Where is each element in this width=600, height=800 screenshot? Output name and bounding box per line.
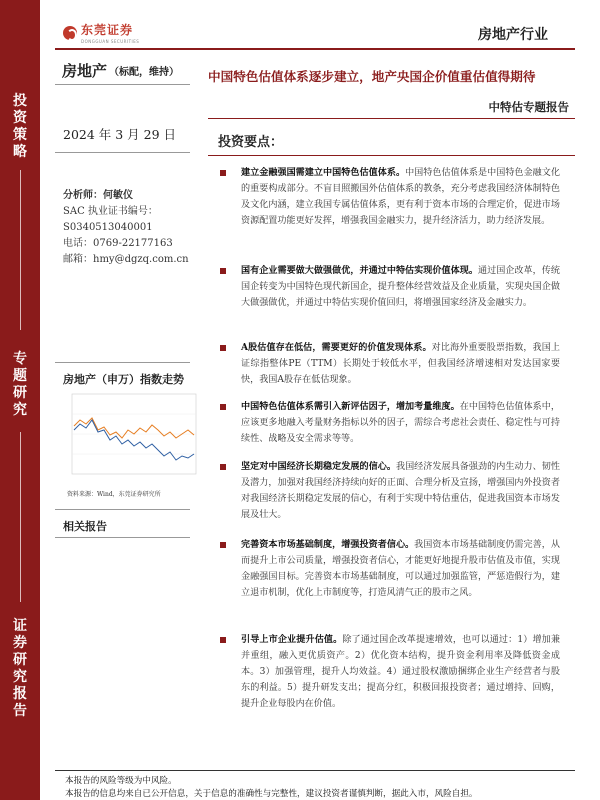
chart-source: 资料来源：Wind，东莞证券研究所 <box>67 491 161 498</box>
point-head: 坚定对中国经济长期稳定发展的信心。 <box>241 461 396 472</box>
logo-text: 东莞证券 <box>81 23 134 37</box>
point-item <box>220 263 560 311</box>
point-item <box>220 537 560 601</box>
sidebar-label-report: 证 券 研 究 报 告 <box>13 618 27 719</box>
industry-label: 房地产行业 <box>478 27 548 43</box>
bullet-icon <box>220 637 226 643</box>
analyst-email: 邮箱：hmy@dgzq.com.cn <box>63 254 189 265</box>
related-rule <box>55 537 190 538</box>
related-reports-title: 相关报告 <box>63 520 107 533</box>
risk-notice: 本报告的风险等级为中风险。 <box>65 776 177 786</box>
analyst-phone: 电话：0769-22177163 <box>63 238 173 249</box>
chart-bottom-rule <box>55 509 190 510</box>
point-item <box>220 340 560 388</box>
bullet-icon <box>220 268 226 274</box>
sidebar-divider <box>20 432 21 602</box>
point-head: 建立金融强国需建立中国特色估值体系。 <box>241 167 406 178</box>
index-chart <box>60 390 200 484</box>
point-text: 在中国特色估值体系中，应该更多地融入考量财务指标以外的因子，需综合考虑社会责任、稳定性与可持续性、战略及安全需求等等。 <box>241 402 560 444</box>
bullet-icon <box>220 170 226 176</box>
analyst-name: 分析师：何敏仪 <box>63 190 133 201</box>
point-text: 除了通过国企改革提速增效，也可以通过：1）增加兼并重组，融入更优质资产。2）优化资本结构，提升资金利用率及降低资金成本。3）加强管理，提升人均效益。4）通过股权激励捆绑企业生产经营者与股东的利益。5）提升研发支出；提高分红，积极回报投资者；通过增持、回购，提升企业每股内在价值。 <box>241 635 560 709</box>
sector-rule <box>55 84 190 85</box>
report-date: 2024 年 3 月 29 日 <box>63 127 177 142</box>
analyst-cert-label: SAC 执业证书编号： <box>63 206 158 217</box>
point-text: 通过国企改革，传统国企转变为中国特色现代新国企，提升整体经营效益及企业质量，实现央国企做大做强做优，并通过中特估实现价值回归，将增强国家经济及金融实力。 <box>241 266 560 308</box>
point-head: 国有企业需要做大做强做优，并通过中特估实现价值体现。 <box>241 265 478 276</box>
point-text: 中国特色估值体系是中国特色金融文化的重要构成部分。不盲目照搬国外估值体系的教条，充分考虑我国经济体制特色及文化内涵，建立我国专属估值体系，更有利于资本市场的合理定价，促进市场资源配置功能更好发挥，增强我国金融实力，提升经济活力，助力经济发展。 <box>241 168 560 226</box>
bullet-icon <box>220 542 226 548</box>
chart-top-rule <box>55 362 190 363</box>
title-rule <box>208 118 575 119</box>
points-rule <box>208 155 575 156</box>
sector-rating: （标配，维持） <box>109 67 179 78</box>
footer-rule <box>55 770 575 771</box>
point-text: 我国经济发展具备强劲的内生动力、韧性及潜力，加强对我国经济持续向好的正面、合理分析及宣扬，增强国内外投资者对我国经济长期稳定发展的信心，有利于实现中特估重估，促进我国资本市场发展及壮大。 <box>241 462 560 520</box>
disclaimer: 本报告的信息均来自已公开信息，关于信息的准确性与完整性，建议投资者谨慎判断，据此入市，风险自担。 <box>65 789 478 799</box>
investment-points-title: 投资要点： <box>218 135 284 150</box>
point-text: 对比海外重要股票指数，我国上证综指整体PE（TTM）长期处于较低水平，但我国经济增速相对发达国家要快，我国A股存在低估现象。 <box>241 343 560 385</box>
sidebar <box>0 0 40 800</box>
point-text: 我国资本市场基础制度仍需完善，从而提升上市公司质量，增强投资者信心，才能更好地提升股市估值及市值，实现金融强国目标。完善资本市场基础制度，可以通过加强监管，严惩造假行为，建立退市机制，优化上市制度等，打造风清气正的股市之风。 <box>241 540 560 598</box>
date-rule <box>55 152 190 153</box>
logo-mark-icon <box>63 26 77 40</box>
analyst-block <box>63 188 189 268</box>
company-logo <box>63 21 139 44</box>
point-item <box>220 399 560 447</box>
point-item <box>220 165 560 229</box>
point-head: 引导上市企业提升估值。 <box>241 634 343 645</box>
bullet-icon <box>220 464 226 470</box>
point-head: A股估值存在低估，需要更好的价值发现体系。 <box>241 342 432 353</box>
point-item <box>220 632 560 712</box>
sidebar-label-strategy: 投 资 策 略 <box>13 93 27 160</box>
logo-subtext: DONGGUAN SECURITIES <box>81 39 140 44</box>
index-chart-title: 房地产（申万）指数走势 <box>63 373 184 386</box>
point-head: 完善资本市场基础制度，增强投资者信心。 <box>241 539 415 550</box>
sidebar-divider <box>20 170 21 330</box>
report-title: 中国特色估值体系逐步建立，地产央国企价值重估值得期待 <box>208 69 536 84</box>
header-rule <box>55 48 575 50</box>
point-head: 中国特色估值体系需引入新评估因子，增加考量维度。 <box>241 401 460 412</box>
bullet-icon <box>220 345 226 351</box>
report-subtitle: 中特估专题报告 <box>488 100 569 114</box>
analyst-cert-no: S0340513040001 <box>63 222 153 233</box>
sector-name: 房地产 <box>62 62 108 80</box>
point-item <box>220 459 560 523</box>
sidebar-label-research: 专 题 研 究 <box>13 351 27 418</box>
bullet-icon <box>220 404 226 410</box>
